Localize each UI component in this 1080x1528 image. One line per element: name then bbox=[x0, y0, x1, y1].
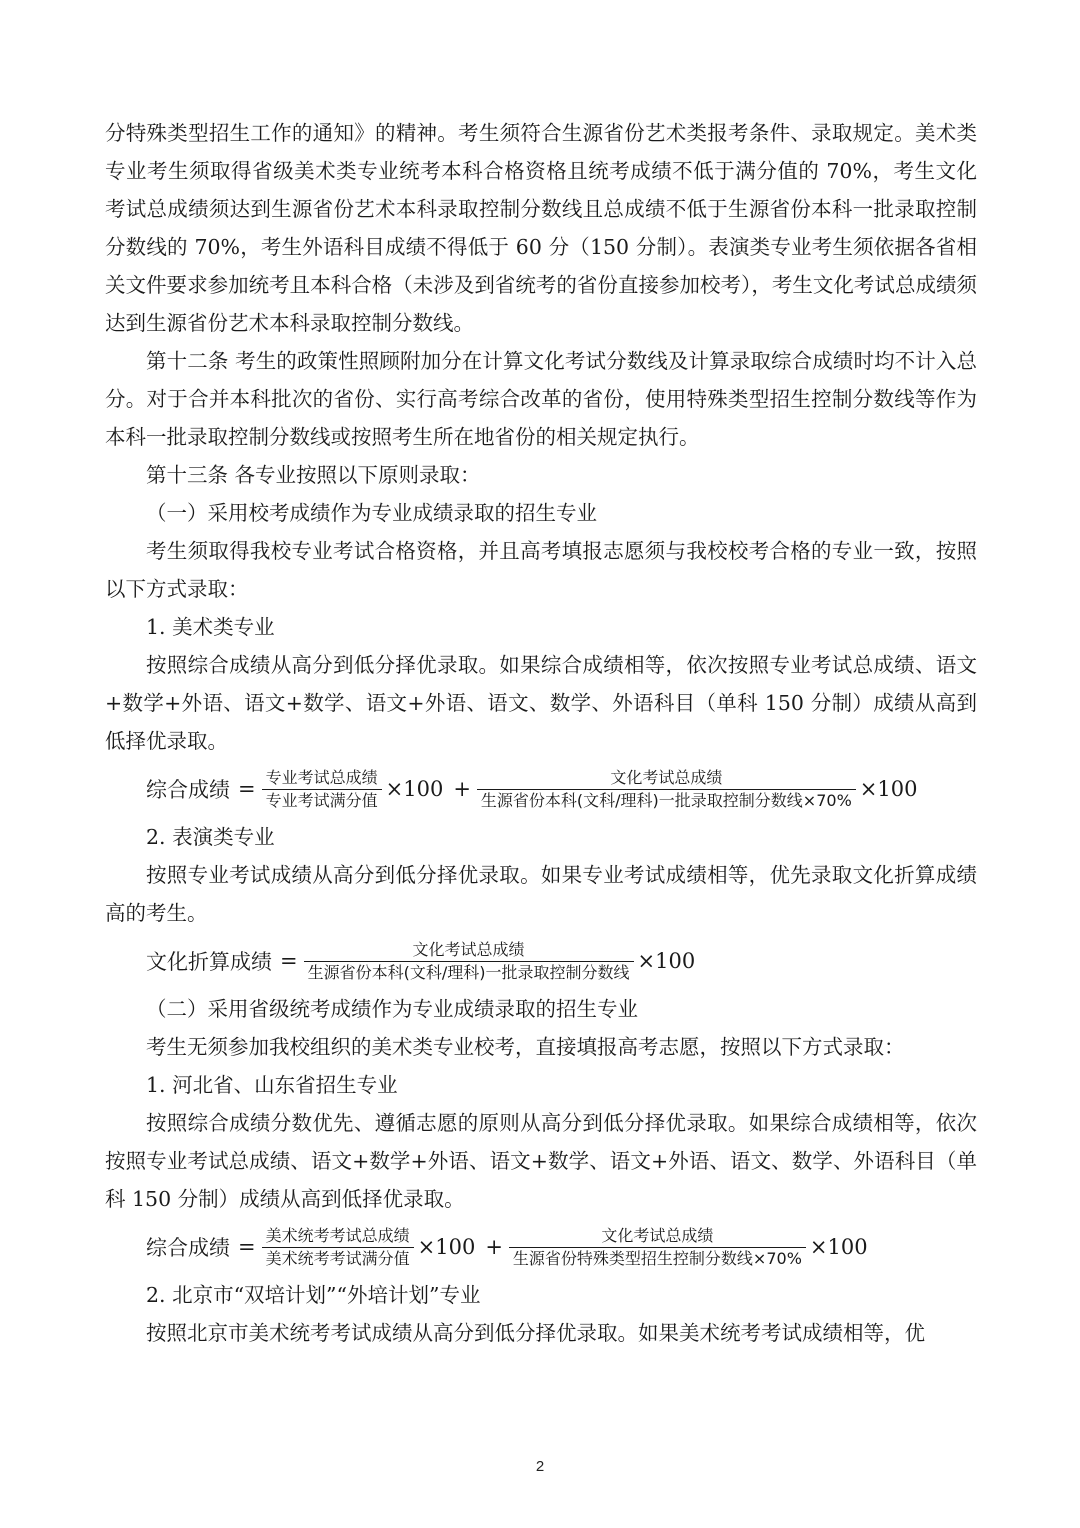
fraction-culture bbox=[304, 939, 634, 984]
fraction-denominator: 生源省份本科(文科/理科)一批录取控制分数线×70% bbox=[477, 789, 856, 812]
page-number: 2 bbox=[535, 1458, 545, 1475]
item-heading-beijing: 2. 北京市“双培计划”“外培计划”专业 bbox=[146, 1283, 481, 1307]
fraction-culture bbox=[509, 1225, 806, 1270]
paragraph-intro: 分特殊类型招生工作的通知》的精神。考生须符合生源省份艺术类报考条件、录取规定。美术类专业考生须取得省级美术类专业统考本科合格资格且统考成绩不低于满分值的 70%，考生文化考试总成绩须达到生源省份艺术本科录取控制分数线且总成绩不低于生源省份本科一批录取控制分数线的 70%，考生外语科目成绩不得低于 60 分（150 分制）。表演类专业考生须依据各省相关文件要求参加统考且本科合格（未涉及到省统考的省份直接参加校考），考生文化考试总成绩须达到生源省份艺术本科录取控制分数线。 bbox=[105, 121, 977, 335]
formula-label: 综合成绩 bbox=[146, 1236, 230, 1260]
fraction-denominator: 生源省份本科(文科/理科)一批录取控制分数线 bbox=[304, 961, 634, 984]
fraction-unified-exam bbox=[262, 1225, 414, 1270]
paragraph-article-13: 第十三条 各专业按照以下原则录取： bbox=[146, 463, 481, 487]
fraction-denominator: 生源省份特殊类型招生控制分数线×70% bbox=[509, 1247, 806, 1270]
formula-equals: = bbox=[238, 1235, 256, 1259]
fraction-denominator: 美术统考考试满分值 bbox=[262, 1247, 414, 1270]
fraction-numerator: 文化考试总成绩 bbox=[601, 1225, 714, 1245]
item-heading-performance: 2. 表演类专业 bbox=[146, 825, 275, 849]
fraction-denominator: 专业考试满分值 bbox=[262, 789, 382, 812]
paragraph-section-2-desc: 考生无须参加我校组织的美术类专业校考，直接填报高考志愿，按照以下方式录取： bbox=[146, 1035, 905, 1059]
paragraph-art-desc: 按照综合成绩从高分到低分择优录取。如果综合成绩相等，依次按照专业考试总成绩、语文+数学+外语、语文+数学、语文+外语、语文、数学、外语科目（单科 150 分制）成绩从高到低择优录取。 bbox=[105, 653, 977, 753]
formula-multiplier: ×100 bbox=[637, 949, 696, 973]
formula-equals: = bbox=[238, 777, 256, 801]
paragraph-article-12: 第十二条 考生的政策性照顾附加分在计算文化考试分数线及计算录取综合成绩时均不计入总分。对于合并本科批次的省份、实行高考综合改革的省份，使用特殊类型招生控制分数线等作为本科一批录取控制分数线或按照考生所在地省份的相关规定执行。 bbox=[105, 349, 977, 449]
formula-label: 综合成绩 bbox=[146, 778, 230, 802]
fraction-numerator: 专业考试总成绩 bbox=[265, 767, 378, 787]
formula-label: 文化折算成绩 bbox=[146, 950, 272, 974]
fraction-numerator: 文化考试总成绩 bbox=[610, 767, 723, 787]
formula-multiplier: ×100 bbox=[385, 777, 444, 801]
formula-unified-exam-composite bbox=[105, 1218, 977, 1276]
fraction-professional bbox=[262, 767, 382, 812]
fraction-numerator: 文化考试总成绩 bbox=[412, 939, 525, 959]
formula-multiplier: ×100 bbox=[417, 1235, 476, 1259]
formula-art-composite bbox=[105, 760, 977, 818]
document-page bbox=[105, 114, 977, 1352]
paragraph-hebei-shandong-desc: 按照综合成绩分数优先、遵循志愿的原则从高分到低分择优录取。如果综合成绩相等，依次按照专业考试总成绩、语文+数学+外语、语文+数学、语文+外语、语文、数学、外语科目（单科 150 分制）成绩从高到低择优录取。 bbox=[105, 1111, 977, 1211]
formula-multiplier: ×100 bbox=[809, 1235, 868, 1259]
formula-plus: + bbox=[453, 777, 471, 801]
item-heading-hebei-shandong: 1. 河北省、山东省招生专业 bbox=[146, 1073, 398, 1097]
formula-multiplier: ×100 bbox=[859, 777, 918, 801]
section-heading-2: （二）采用省级统考成绩作为专业成绩录取的招生专业 bbox=[146, 997, 638, 1021]
formula-plus: + bbox=[485, 1235, 503, 1259]
paragraph-beijing-desc: 按照北京市美术统考考试成绩从高分到低分择优录取。如果美术统考考试成绩相等，优 bbox=[146, 1321, 925, 1345]
paragraph-performance-desc: 按照专业考试成绩从高分到低分择优录取。如果专业考试成绩相等，优先录取文化折算成绩高的考生。 bbox=[105, 863, 977, 925]
section-heading-1: （一）采用校考成绩作为专业成绩录取的招生专业 bbox=[146, 501, 597, 525]
formula-culture-converted bbox=[105, 932, 977, 990]
fraction-culture bbox=[477, 767, 856, 812]
paragraph-section-1-desc: 考生须取得我校专业考试合格资格，并且高考填报志愿须与我校校考合格的专业一致，按照以下方式录取： bbox=[105, 539, 977, 601]
item-heading-art: 1. 美术类专业 bbox=[146, 615, 275, 639]
formula-equals: = bbox=[280, 949, 298, 973]
fraction-numerator: 美术统考考试总成绩 bbox=[265, 1225, 410, 1245]
